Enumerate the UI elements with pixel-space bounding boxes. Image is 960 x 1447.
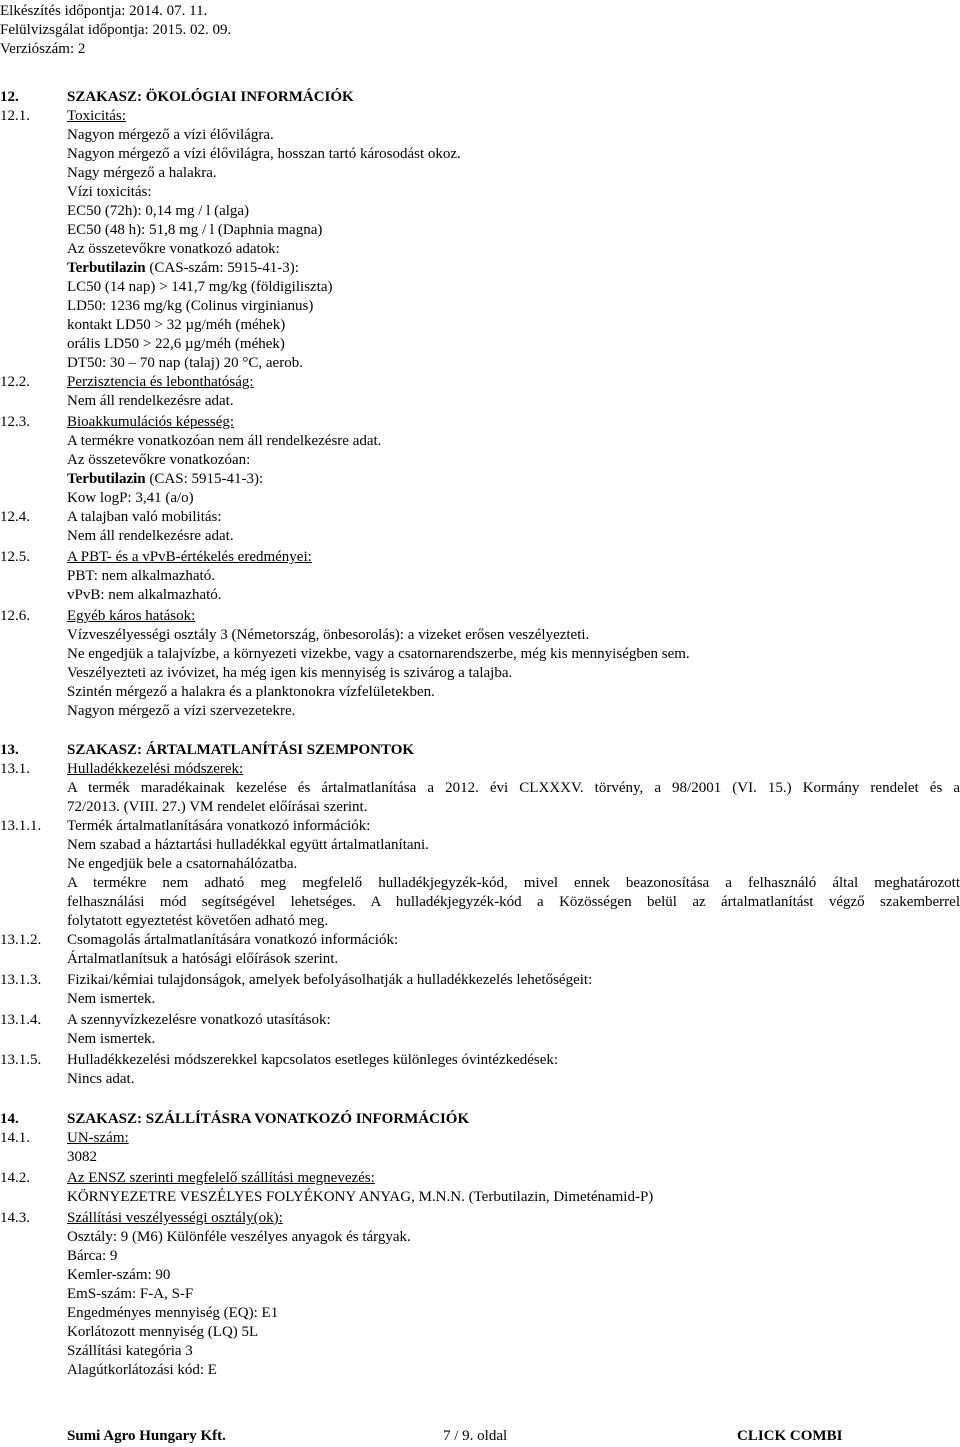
section-12-3-number: 12.3. [0, 414, 30, 430]
terbutilazin-label: Terbutilazin [67, 471, 146, 487]
toxicity-line: orális LD50 > 22,6 µg/méh (méhek) [67, 336, 285, 352]
toxicity-line: LD50: 1236 mg/kg (Colinus virginianus) [67, 298, 314, 314]
waste-regulation-line: 72/2013. (VIII. 27.) VM rendelet előírásai szerint. [67, 799, 368, 815]
footer-page-number: 7 / 9. oldal [443, 1428, 508, 1444]
section-14-3-number: 14.3. [0, 1210, 30, 1226]
disposal-paragraph-line: folytatott egyeztetést követően adható meg. [67, 913, 329, 929]
shipping-name: KÖRNYEZETRE VESZÉLYES FOLYÉKONY ANYAG, M.N.N. (Terbutilazin, Dimeténamid-P) [67, 1189, 654, 1205]
section-13-1-1-title: Termék ártalmatlanítására vonatkozó információk: [67, 818, 371, 834]
section-12-number: 12. [0, 89, 19, 105]
section-14-3-title: Szállítási veszélyességi osztály(ok): [67, 1210, 283, 1226]
disposal-paragraph-line: A termékre nem adható meg megfelelő hulladékjegyzék-kód, mivel ennek beazonosítása a felhasználó által meghatározott [67, 875, 960, 891]
transport-class-line: Bárca: 9 [67, 1248, 118, 1264]
disposal-paragraph-line: felhasználási mód segítségével lehetséges. A hulladékjegyzék-kód a Közösségen belül az ártalmatlanítást végző szakemberrel [67, 894, 960, 910]
toxicity-line: Nagy mérgező a halakra. [67, 165, 217, 181]
section-14-2-number: 14.2. [0, 1170, 30, 1186]
section-12-title: SZAKASZ: ÖKOLÓGIAI INFORMÁCIÓK [67, 89, 354, 105]
other-effects-line: Veszélyezteti az ivóvizet, ha még igen kis mennyiség is szivárog a talajba. [67, 665, 513, 681]
section-14-number: 14. [0, 1111, 19, 1127]
toxicity-line: kontakt LD50 > 32 µg/méh (méhek) [67, 317, 286, 333]
bioaccumulation-line: Az összetevőkre vonatkozóan: [67, 452, 251, 468]
section-13-1-3-number: 13.1.3. [0, 972, 42, 988]
terbutilazin-cas: (CAS-szám: 5915-41-3): [145, 260, 299, 276]
section-12-6-number: 12.6. [0, 608, 30, 624]
toxicity-line: EC50 (72h): 0,14 mg / l (alga) [67, 203, 250, 219]
other-effects-line: Vízveszélyességi osztály 3 (Németország, önbesorolás): a vizeket erősen veszélyezteti. [67, 627, 590, 643]
toxicity-line: LC50 (14 nap) > 141,7 mg/kg (földigiliszta) [67, 279, 333, 295]
terbutilazin-cas: (CAS: 5915-41-3): [145, 471, 264, 487]
transport-class-line: Alagútkorlátozási kód: E [67, 1362, 217, 1378]
section-12-1-title: Toxicitás: [67, 108, 126, 124]
terbutilazin-heading [67, 259, 299, 278]
section-13-1-5-text: Nincs adat. [67, 1071, 135, 1087]
section-13-1-4-title: A szennyvízkezelésre vonatkozó utasítások: [67, 1012, 331, 1028]
toxicity-line: Nagyon mérgező a vízi élővilágra, hosszan tartó károsodást okoz. [67, 146, 461, 162]
vpvb-line: vPvB: nem alkalmazható. [67, 587, 222, 603]
created-date: Elkészítés időpontja: 2014. 07. 11. [0, 3, 208, 19]
footer-product: CLICK COMBI [737, 1428, 843, 1444]
disposal-line: Nem szabad a háztartási hulladékkal együtt ártalmatlanítani. [67, 837, 429, 853]
section-14-1-number: 14.1. [0, 1130, 30, 1146]
section-13-1-2-title: Csomagolás ártalmatlanítására vonatkozó információk: [67, 932, 399, 948]
kow-value: Kow logP: 3,41 (a/o) [67, 490, 194, 506]
section-13-1-5-number: 13.1.5. [0, 1052, 42, 1068]
transport-class-line: Engedményes mennyiség (EQ): E1 [67, 1305, 279, 1321]
waste-regulation-line: A termék maradékainak kezelése és ártalmatlanítása a 2012. évi CLXXXV. törvény, a 98/2001 (VI. 15.) Kormány rendelet és a [67, 780, 960, 796]
other-effects-line: Nagyon mérgező a vízi szervezetekre. [67, 703, 296, 719]
section-13-1-4-text: Nem ismertek. [67, 1031, 156, 1047]
section-12-5-title: A PBT- és a vPvB-értékelés eredményei: [67, 549, 312, 565]
section-14-1-title: UN-szám: [67, 1130, 129, 1146]
version-number: Verziószám: 2 [0, 41, 86, 57]
section-13-1-3-title: Fizikai/kémiai tulajdonságok, amelyek befolyásolhatják a hulladékkezelés lehetőségeit: [67, 972, 593, 988]
footer-company: Sumi Agro Hungary Kft. [67, 1428, 226, 1444]
toxicity-line: Vízi toxicitás: [67, 184, 152, 200]
section-13-1-2-text: Ártalmatlanítsuk a hatósági előírások szerint. [67, 951, 339, 967]
toxicity-line: EC50 (48 h): 51,8 mg / l (Daphnia magna) [67, 222, 323, 238]
transport-class-line: Osztály: 9 (M6) Különféle veszélyes anyagok és tárgyak. [67, 1229, 411, 1245]
toxicity-line: Az összetevőkre vonatkozó adatok: [67, 241, 280, 257]
section-12-4-number: 12.4. [0, 509, 30, 525]
section-12-1-number: 12.1. [0, 108, 30, 124]
transport-class-line: Korlátozott mennyiség (LQ) 5L [67, 1324, 259, 1340]
transport-class-line: Szállítási kategória 3 [67, 1343, 193, 1359]
other-effects-line: Szintén mérgező a halakra és a planktonokra vízfelületekben. [67, 684, 435, 700]
section-14-2-title: Az ENSZ szerinti megfelelő szállítási megnevezés: [67, 1170, 375, 1186]
toxicity-line: Nagyon mérgező a vízi élővilágra. [67, 127, 274, 143]
other-effects-line: Ne engedjük a talajvízbe, a környezeti vizekbe, vagy a csatornarendszerbe, még kis mennyiségben sem. [67, 646, 690, 662]
transport-class-line: Kemler-szám: 90 [67, 1267, 171, 1283]
toxicity-line: DT50: 30 – 70 nap (talaj) 20 °C, aerob. [67, 355, 303, 371]
disposal-line: Ne engedjük bele a csatornahálózatba. [67, 856, 298, 872]
section-13-1-5-title: Hulladékkezelési módszerekkel kapcsolatos esetleges különleges óvintézkedések: [67, 1052, 559, 1068]
bioaccumulation-line: A termékre vonatkozóan nem áll rendelkezésre adat. [67, 433, 382, 449]
terbutilazin-heading [67, 470, 263, 489]
un-number: 3082 [67, 1149, 97, 1165]
section-13-1-3-text: Nem ismertek. [67, 991, 156, 1007]
reviewed-date: Felülvizsgálat időpontja: 2015. 02. 09. [0, 22, 232, 38]
section-12-2-text: Nem áll rendelkezésre adat. [67, 393, 234, 409]
pbt-line: PBT: nem alkalmazható. [67, 568, 215, 584]
section-13-1-4-number: 13.1.4. [0, 1012, 42, 1028]
section-13-1-1-number: 13.1.1. [0, 818, 42, 834]
section-12-2-number: 12.2. [0, 374, 30, 390]
section-12-4-text: Nem áll rendelkezésre adat. [67, 528, 234, 544]
section-13-title: SZAKASZ: ÁRTALMATLANÍTÁSI SZEMPONTOK [67, 742, 415, 758]
section-12-4-title: A talajban való mobilitás: [67, 509, 222, 525]
section-13-1-title: Hulladékkezelési módszerek: [67, 761, 244, 777]
section-13-1-number: 13.1. [0, 761, 30, 777]
section-12-6-title: Egyéb káros hatások: [67, 608, 196, 624]
section-14-title: SZAKASZ: SZÁLLÍTÁSRA VONATKOZÓ INFORMÁCIÓK [67, 1111, 470, 1127]
transport-class-line: EmS-szám: F-A, S-F [67, 1286, 194, 1302]
terbutilazin-label: Terbutilazin [67, 260, 146, 276]
section-12-5-number: 12.5. [0, 549, 30, 565]
section-12-2-title: Perzisztencia és lebonthatóság: [67, 374, 254, 390]
section-13-1-2-number: 13.1.2. [0, 932, 42, 948]
section-13-number: 13. [0, 742, 19, 758]
section-12-3-title: Bioakkumulációs képesség: [67, 414, 235, 430]
